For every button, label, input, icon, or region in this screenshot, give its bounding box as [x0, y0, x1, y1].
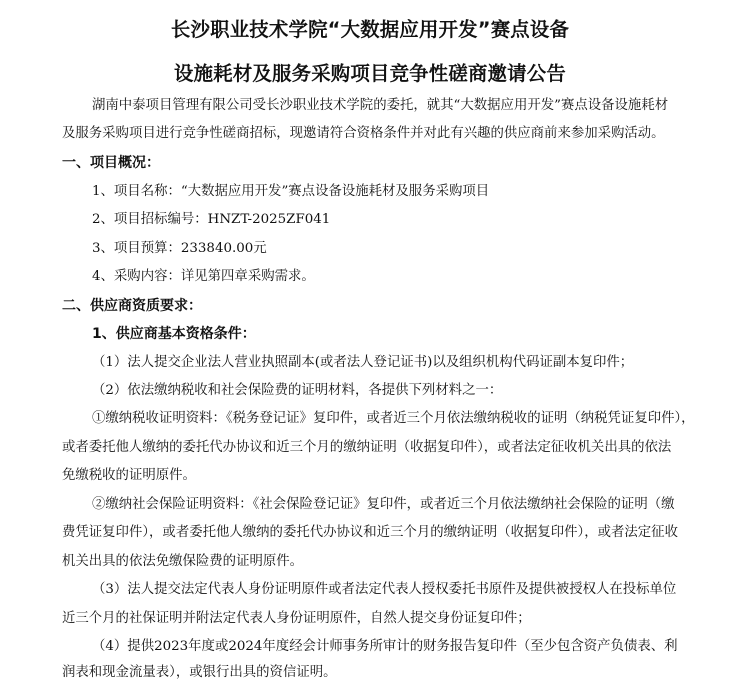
condition-3-line-1: （3）法人提交法定代表人身份证明原件或者法定代表人授权委托书原件及提供被授权人在投标单位 — [92, 582, 677, 597]
tax-proof-line-3: 免缴税收的证明原件。 — [62, 468, 196, 483]
project-item-name: 1、项目名称：“大数据应用开发”赛点设备设施耗材及服务采购项目 — [92, 184, 490, 199]
section-2-sub-heading: 1、供应商基本资格条件： — [92, 326, 256, 342]
social-insurance-line-2: 费凭证复印件），或者委托他人缴纳的委托代办协议和近三个月的缴纳证明（收据复印件），或者法定征收 — [62, 525, 678, 540]
project-item-content: 4、采购内容：详见第四章采购需求。 — [92, 269, 315, 284]
section-2-heading: 二、供应商资质要求： — [62, 298, 202, 314]
project-item-number: 2、项目招标编号：HNZT-2025ZF041 — [92, 212, 331, 227]
condition-2: （2）依法缴纳税收和社会保险费的证明材料，各提供下列材料之一： — [92, 383, 503, 398]
condition-3-line-2: 近三个月的社保证明并附法定代表人身份证明原件，自然人提交身份证复印件； — [62, 611, 531, 626]
document-title-line-2: 设施耗材及服务采购项目竞争性磋商邀请公告 — [174, 62, 566, 85]
intro-line-2: 及服务采购项目进行竞争性磋商招标，现邀请符合资格条件并对此有兴趣的供应商前来参加采购活动。 — [62, 126, 665, 141]
section-1-heading: 一、项目概况： — [62, 155, 160, 171]
document-title-line-1: 长沙职业技术学院“大数据应用开发”赛点设备 — [170, 18, 570, 41]
condition-1: （1）法人提交企业法人营业执照副本(或者法人登记证书)以及组织机构代码证副本复印件； — [92, 355, 634, 370]
social-insurance-line-1: ②缴纳社会保险证明资料：《社会保险登记证》复印件，或者近三个月依法缴纳社会保险的证明（缴 — [92, 497, 675, 512]
condition-4-line-2: 润表和现金流量表），或银行出具的资信证明。 — [62, 665, 337, 680]
tax-proof-line-1: ①缴纳税收证明资料：《税务登记证》复印件，或者近三个月依法缴纳税收的证明（纳税凭证复印件）， — [92, 411, 695, 426]
tax-proof-line-2: 或者委托他人缴纳的委托代办协议和近三个月的缴纳证明（收据复印件），或者法定征收机关出具的依法 — [62, 440, 672, 455]
project-item-budget: 3、项目预算：233840.00元 — [92, 241, 267, 256]
intro-line-1: 湖南中泰项目管理有限公司受长沙职业技术学院的委托，就其“大数据应用开发”赛点设备设施耗材 — [92, 98, 669, 113]
social-insurance-line-3: 机关出具的依法免缴保险费的证明原件。 — [62, 554, 304, 569]
condition-4-line-1: （4）提供2023年度或2024年度经会计师事务所审计的财务报告复印件（至少包含资产负债表、利 — [92, 639, 678, 654]
